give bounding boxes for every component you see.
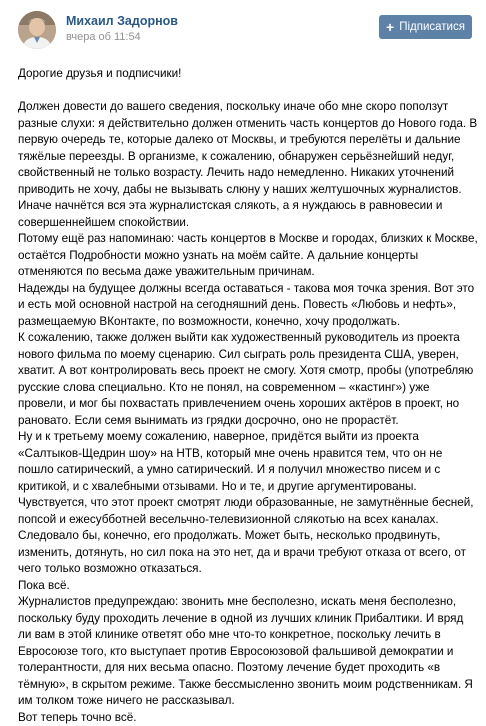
paragraph: Надежды на будущее должны всегда оставаться - такова моя точка зрения. Вот это и есть мой основной настрой на сегодняшний день. Повесть «Любовь и нефть», размещаемую ВКонтакте, по возможности, конечно, хочу продолжать. [18, 281, 478, 331]
subscribe-label: Підписатися [399, 15, 465, 39]
paragraph: Пока всё. [18, 578, 478, 595]
plus-icon: + [386, 15, 394, 39]
post-text [18, 66, 478, 726]
subscribe-button[interactable] [379, 15, 472, 39]
paragraph: Ну и к третьему моему сожалению, наверное, придётся выйти из проекта «Салтыков-Щедрин шоу» на НТВ, который мне очень нравится тем, что он не пошло сатирический, а умно сатирический. И я получил множество писем и с критикой, и с хвалебными отзывами. Но и те, и другие аргументированы. Чувствуется, что этот проект смотрят люди образованные, не замутнённые бесней, попсой и ежесубботней весельчно-телевизионной слякотью на всех каналах. Следовало бы, конечно, его продолжать. Может быть, несколько продвинуть, изменить, дотянуть, но сил пока на это нет, да и врачи требуют отказа от всего, от чего только возможно отказаться. [18, 429, 478, 578]
post-time[interactable]: вчера об 11:54 [66, 30, 141, 44]
author-avatar[interactable] [18, 11, 56, 49]
author-name[interactable]: Михаил Задорнов [66, 13, 178, 29]
paragraph: Должен довести до вашего сведения, поскольку иначе обо мне скоро поползут разные слухи: я действительно должен отменить часть концертов до Нового года. В первую очередь те, которые далеко от Москвы, и требуются перелёты и дальние тяжёлые переезды. В организме, к сожалению, обнаружен серьёзнейший недуг, свойственный не только возрасту. Лечить надо немедленно. Никаких уточнений приводить не хочу, дабы не вызывать слюну у наших желтушочных журналистов. Иначе начнётся вся эта журналистская слякоть, а я нуждаюсь в равновесии и совершеннейшем спокойствии. [18, 99, 478, 231]
paragraph: К сожалению, также должен выйти как художественный руководитель из проекта нового фильма по моему сценарию. Сил сыграть роль президента США, уверен, хватит. А вот контролировать весь проект не смогу. Хотя смотр, пробы (употребляю русские слова специально. Кто не понял, на современном – «кастинг») уже провели, и мог бы похвастать привлечением очень хороших актёров в проект, но рановато. Если семя вынимать из грядки досрочно, оно не прорастёт. [18, 330, 478, 429]
paragraph: Вот теперь точно всё. [18, 710, 478, 726]
greeting: Дорогие друзья и подписчики! [18, 66, 478, 83]
paragraph: Журналистов предупреждаю: звонить мне бесполезно, искать меня бесполезно, поскольку буду проходить лечение в одной из лучших клиник Прибалтики. И вряд ли вам в этой клинике ответят обо мне что-то конкретное, поскольку лечить в Евросоюзе того, кто выступает против Евросоюзовой фальшивой демократии и толерантности, для них весьма опасно. Поэтому лечение будет проходить «в тёмную», в скрытом режиме. Также бессмысленно звонить моим родственникам. Я им толком тоже ничего не рассказывал. [18, 594, 478, 710]
paragraph: Потому ещё раз напоминаю: часть концертов в Москве и городах, близких к Москве, остаётся Подробности можно узнать на моём сайте. А дальние концерты отменяются по весьма даже уважительным причинам. [18, 231, 478, 281]
avatar-photo [18, 11, 56, 49]
